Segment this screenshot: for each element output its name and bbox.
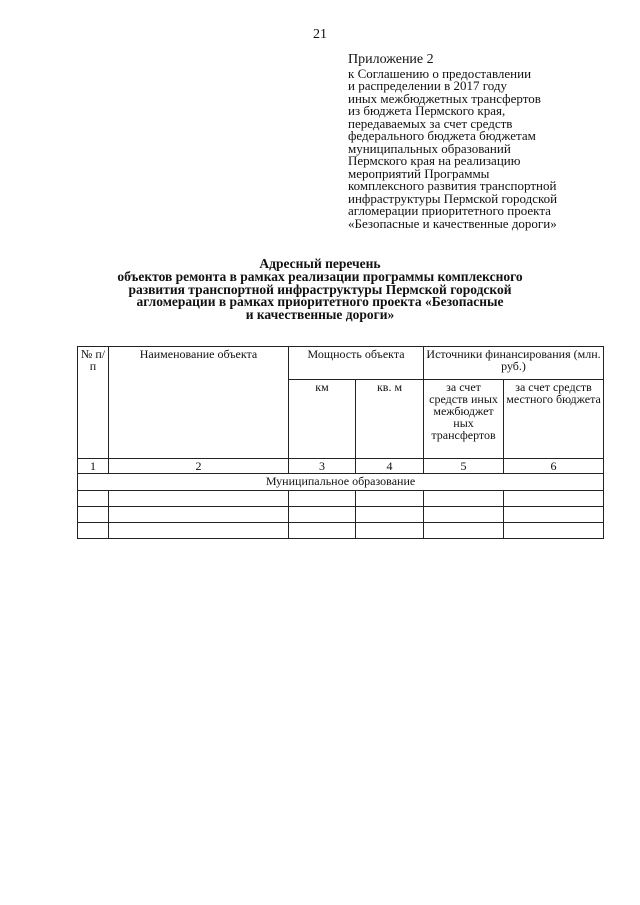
- table-cell: [424, 507, 504, 523]
- header-local: за счет средств местного бюджета: [504, 380, 604, 459]
- table-cell: [289, 523, 356, 539]
- table-cell: [424, 491, 504, 507]
- appendix-line: Пермского края на реализацию: [348, 153, 521, 168]
- document-subtitle: [70, 271, 570, 321]
- column-number: 6: [504, 459, 604, 474]
- appendix-line: к Соглашению о предоставлении: [348, 65, 532, 81]
- column-number: 2: [109, 459, 289, 474]
- column-number: 5: [424, 459, 504, 474]
- subtitle-line: агломерации в рамках приоритетного проекта «Безопасные: [136, 294, 504, 310]
- header-number: № п/п: [78, 347, 109, 459]
- table-cell: [109, 507, 289, 523]
- appendix-line: комплексного развития транспортной: [348, 178, 557, 193]
- table-cell: [504, 523, 604, 539]
- column-number: 4: [356, 459, 424, 474]
- page-number: 21: [313, 27, 327, 42]
- table-cell: [78, 491, 109, 507]
- header-capacity: Мощность объекта: [289, 347, 424, 380]
- section-municipality: Муниципальное образование: [78, 474, 604, 491]
- table-cell: [504, 491, 604, 507]
- subtitle-line: объектов ремонта в рамках реализации программы комплексного: [117, 269, 523, 284]
- subtitle-line: и качественные дороги»: [245, 306, 395, 322]
- appendix-line: из бюджета Пермского края,: [348, 103, 506, 118]
- appendix-title: Приложение 2: [348, 52, 434, 67]
- table-cell: [424, 523, 504, 539]
- objects-table: [77, 346, 604, 539]
- appendix-line: агломерации приоритетного проекта: [348, 203, 551, 218]
- table-cell: [78, 523, 109, 539]
- table-cell: [289, 491, 356, 507]
- appendix-line: «Безопасные и качественные дороги»: [348, 215, 557, 231]
- table-row: [78, 523, 604, 539]
- column-number: 1: [78, 459, 109, 474]
- header-interbudget: за счет средств иных межбюджет ных трансфертов: [424, 380, 504, 459]
- table-cell: [356, 491, 424, 507]
- table-cell: [504, 507, 604, 523]
- table-cell: [356, 507, 424, 523]
- appendix-line: иных межбюджетных трансфертов: [348, 90, 541, 106]
- table-cell: [78, 507, 109, 523]
- table-cell: [289, 507, 356, 523]
- appendix-line: федерального бюджета бюджетам: [348, 128, 536, 143]
- header-km: км: [289, 380, 356, 459]
- appendix-line: муниципальных образований: [348, 140, 511, 156]
- appendix-block: [348, 54, 618, 230]
- appendix-line: и распределении в 2017 году: [348, 78, 507, 93]
- table-row: [78, 507, 604, 523]
- document-title: Адресный перечень: [259, 256, 381, 271]
- header-funding: Источники финансирования (млн. руб.): [424, 347, 604, 380]
- table-cell: [109, 491, 289, 507]
- appendix-line: передаваемых за счет средств: [348, 115, 513, 131]
- column-number: 3: [289, 459, 356, 474]
- header-sqm: кв. м: [356, 380, 424, 459]
- appendix-line: мероприятий Программы: [348, 165, 490, 181]
- subtitle-line: развития транспортной инфраструктуры Пермской городской: [128, 281, 512, 297]
- table-cell: [356, 523, 424, 539]
- header-name: Наименование объекта: [109, 347, 289, 459]
- appendix-line: инфраструктуры Пермской городской: [348, 190, 558, 206]
- table-row: [78, 491, 604, 507]
- table-cell: [109, 523, 289, 539]
